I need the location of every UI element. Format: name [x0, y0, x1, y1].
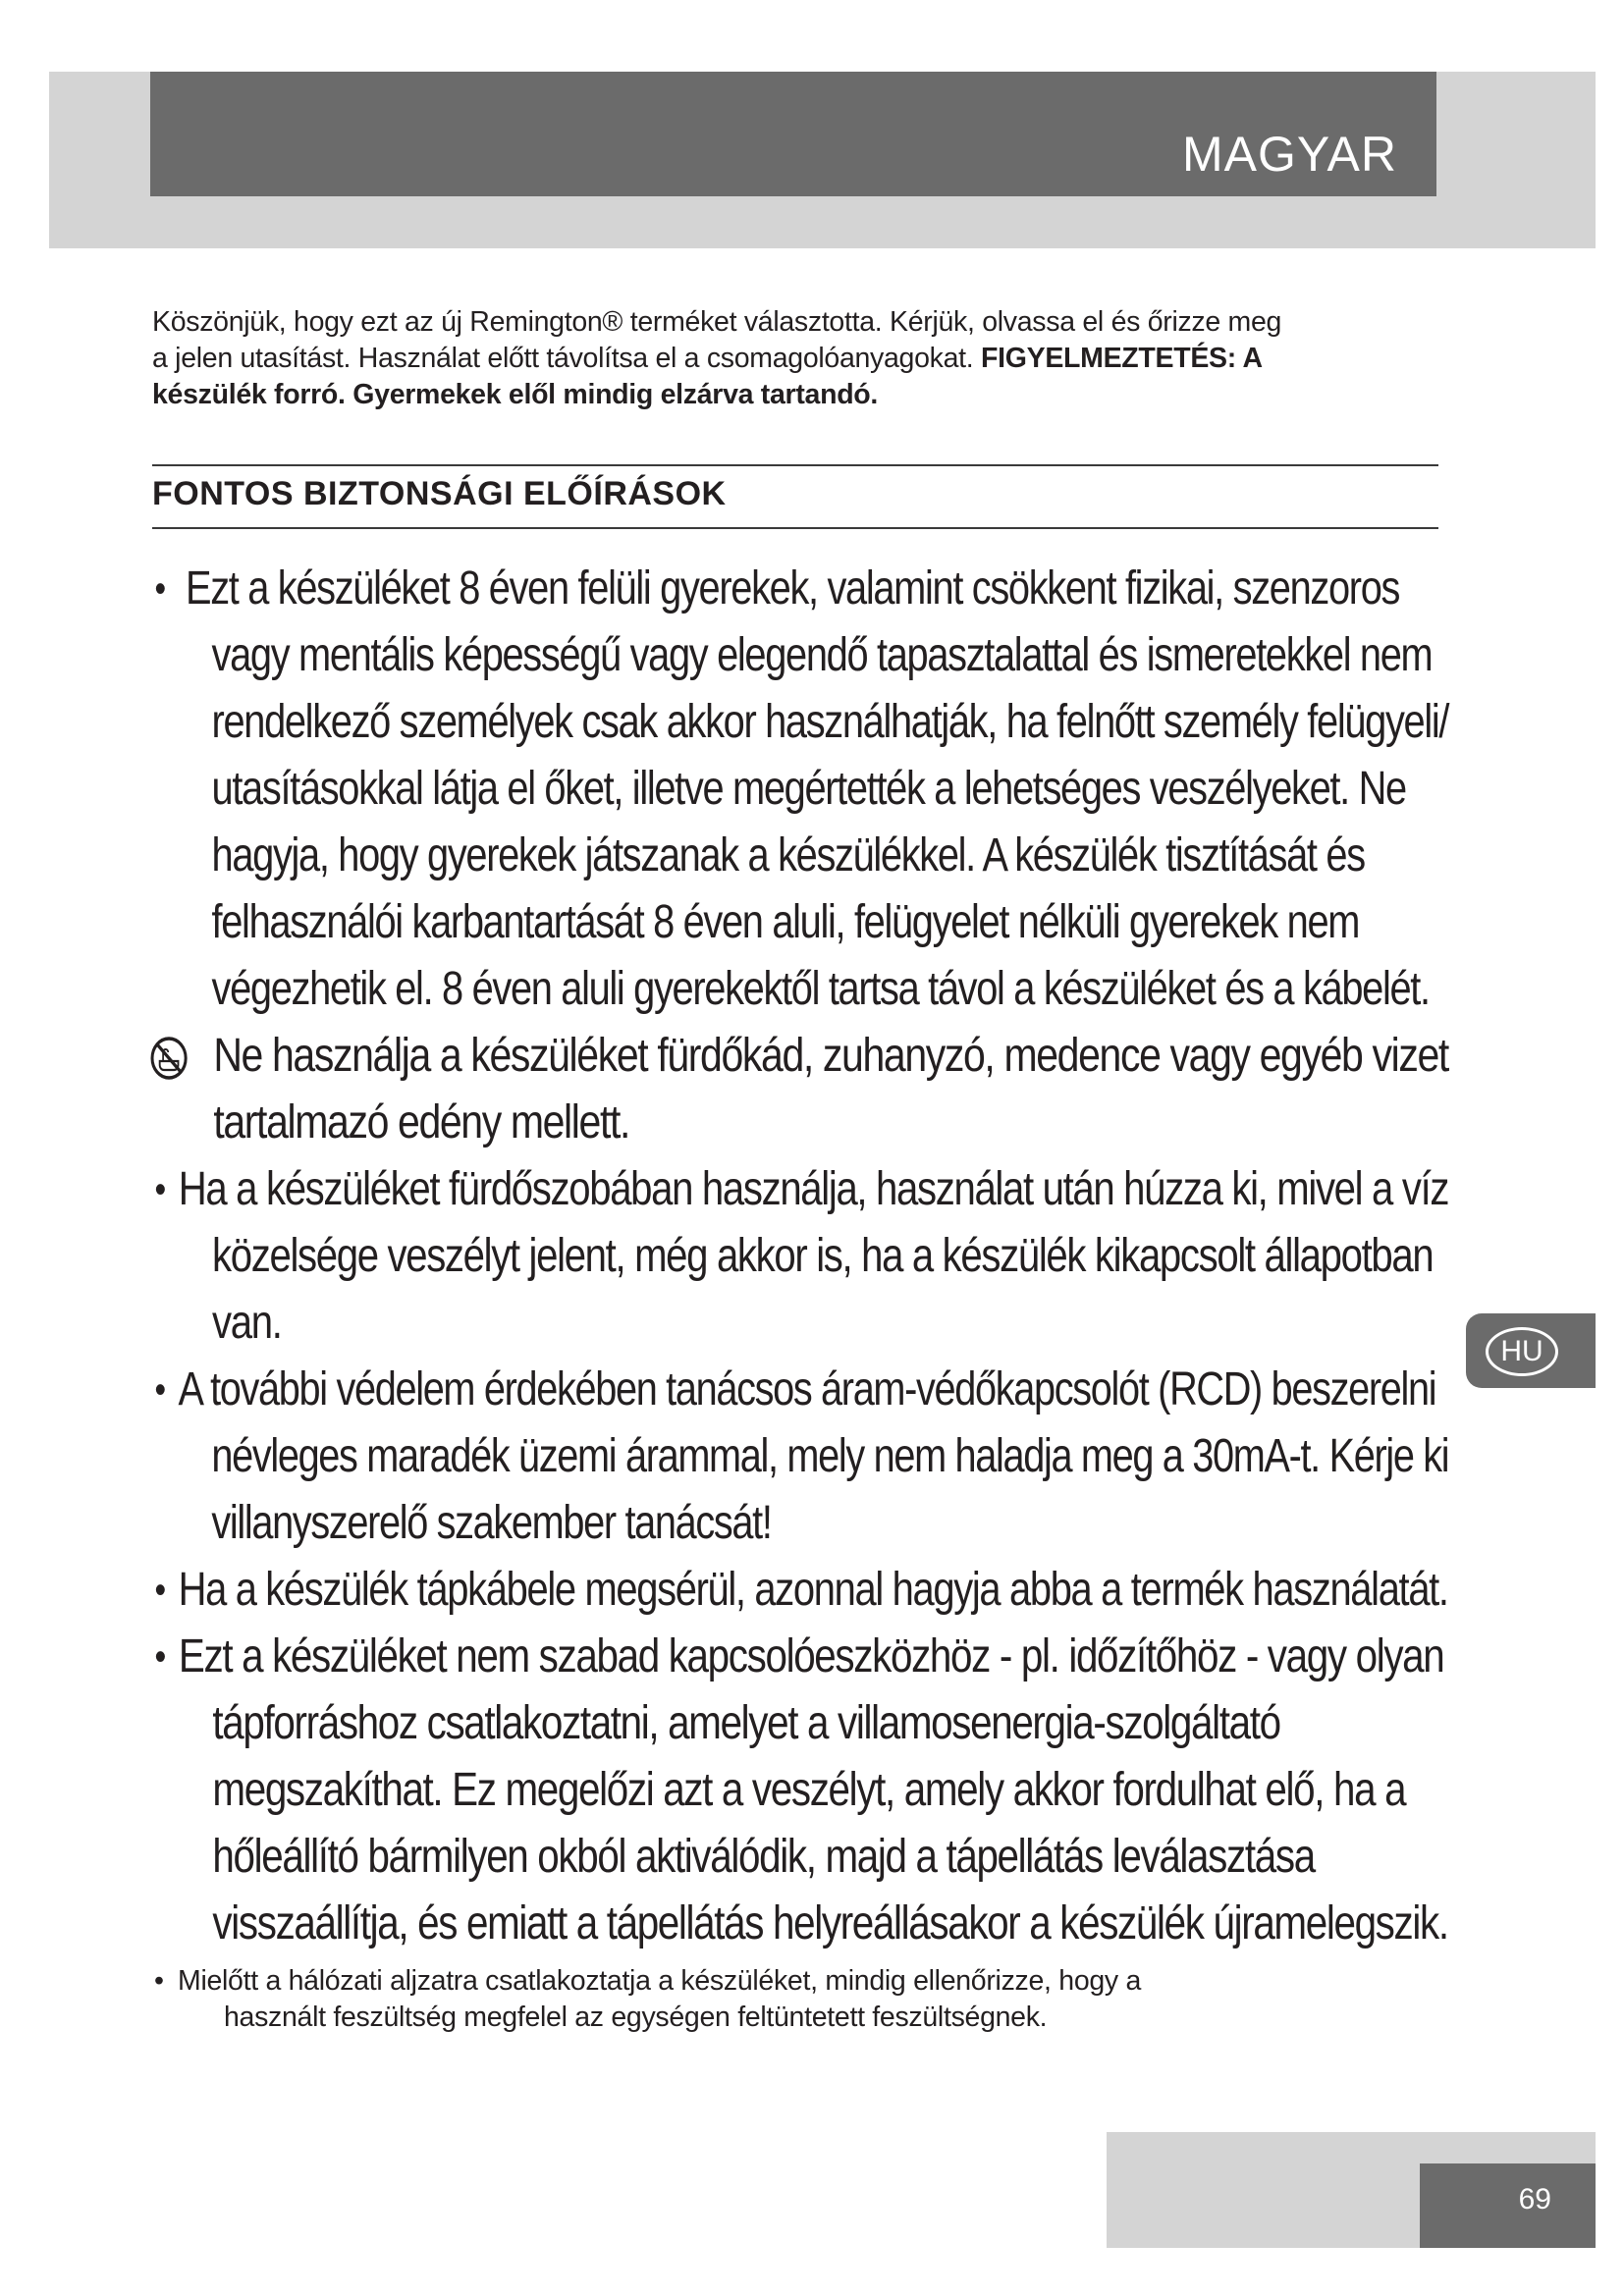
item-line: vagy mentális képességű vagy elegendő tapasztalattal és ismeretekkel nem: [211, 629, 1433, 681]
intro-line-1: Köszönjük, hogy ezt az új Remington® terméket választotta. Kérjük, olvassa el és őrizze meg: [152, 306, 1282, 338]
item-line: használt feszültség megfelel az egységen feltüntetett feszültségnek.: [224, 2002, 1048, 2033]
safety-item: [152, 556, 1449, 1023]
section-rule-top: [152, 464, 1438, 466]
item-line: végezhetik el. 8 éven aluli gyerekektől tartsa távol a készüléket és a kábelét.: [211, 963, 1430, 1015]
bullet: •: [154, 1569, 165, 1612]
safety-item: [152, 1557, 1448, 1624]
item-line: Ezt a készüléket nem szabad kapcsolóeszközhöz - pl. időzítőhöz - vagy olyan: [178, 1630, 1444, 1682]
intro-paragraph: [152, 304, 1429, 413]
item-line: megszakíthat. Ez megelőzi azt a veszélyt, amely akkor fordulhat elő, ha a: [212, 1764, 1406, 1816]
page-number: 69: [1518, 2183, 1551, 2216]
item-line: Mielőtt a hálózati aljzatra csatlakoztatja a készüléket, mindig ellenőrizze, hogy a: [178, 1965, 1142, 1997]
warning-text: készülék forró. Gyermekek elől mindig elzárva tartandó.: [152, 379, 879, 410]
item-line: visszaállítja, és emiatt a tápellátás helyreállásakor a készülék újramelegszik.: [212, 1897, 1448, 1949]
language-title: MAGYAR: [1182, 127, 1397, 182]
language-tab: [1466, 1313, 1596, 1388]
item-line: tápforráshoz csatlakoztatni, amelyet a villamosenergia-szolgáltató: [212, 1697, 1280, 1749]
safety-list: [152, 556, 1448, 1957]
safety-item: [152, 1156, 1449, 1357]
safety-item: [152, 1624, 1448, 1957]
bullet: •: [154, 1368, 165, 1412]
item-line: névleges maradék üzemi árammal, mely nem haladja meg a 30mA-t. Kérje ki: [211, 1430, 1449, 1482]
safety-item: [152, 1023, 1448, 1156]
item-line: A további védelem érdekében tanácsos áram-védőkapcsolót (RCD) beszerelni: [178, 1363, 1436, 1415]
header-bar: [150, 72, 1436, 196]
item-line: Ne használja a készüléket fürdőkád, zuhanyzó, medence vagy egyéb vizet: [213, 1030, 1448, 1082]
section-rule-bottom: [152, 527, 1438, 529]
section-title: FONTOS BIZTONSÁGI ELŐÍRÁSOK: [152, 475, 727, 512]
bullet: •: [154, 1168, 165, 1211]
bullet: •: [154, 1635, 165, 1679]
language-badge: HU: [1486, 1327, 1558, 1376]
item-line: közelsége veszélyt jelent, még akkor is, ha a készülék kikapcsolt állapotban: [212, 1230, 1434, 1282]
intro-line-2: a jelen utasítást. Használat előtt távolítsa el a csomagolóanyagokat.: [152, 343, 982, 374]
footer-bar: [1420, 2163, 1596, 2248]
item-line: van.: [212, 1297, 282, 1349]
warning-label: FIGYELMEZTETÉS: A: [981, 343, 1263, 374]
item-line: Ha a készüléket fürdőszobában használja, használat után húzza ki, mivel a víz: [178, 1163, 1449, 1215]
bullet: •: [154, 1965, 164, 1997]
item-line: rendelkező személyek csak akkor használhatják, ha felnőtt személy felügyeli/: [211, 696, 1449, 748]
item-line: tartalmazó edény mellett.: [213, 1096, 630, 1148]
item-line: villanyszerelő szakember tanácsát!: [211, 1497, 772, 1549]
no-bath-icon: [149, 1035, 189, 1082]
item-line: felhasználói karbantartását 8 éven aluli, felügyelet nélküli gyerekek nem: [211, 896, 1360, 948]
item-line: Ha a készülék tápkábele megsérül, azonnal hagyja abba a termék használatát.: [178, 1564, 1448, 1616]
safety-item: [152, 1357, 1449, 1557]
bullet: •: [154, 567, 165, 611]
item-line: utasításokkal látja el őket, illetve megértették a lehetséges veszélyeket. Ne: [211, 763, 1406, 815]
item-line: Ezt a készüléket 8 éven felüli gyerekek, valamint csökkent fizikai, szenzoros: [185, 562, 1400, 614]
voltage-item: [152, 1963, 1429, 2036]
item-line: hőleállító bármilyen okból aktiválódik, majd a tápellátás leválasztása: [212, 1831, 1315, 1883]
item-line: hagyja, hogy gyerekek játszanak a készülékkel. A készülék tisztítását és: [211, 829, 1365, 881]
